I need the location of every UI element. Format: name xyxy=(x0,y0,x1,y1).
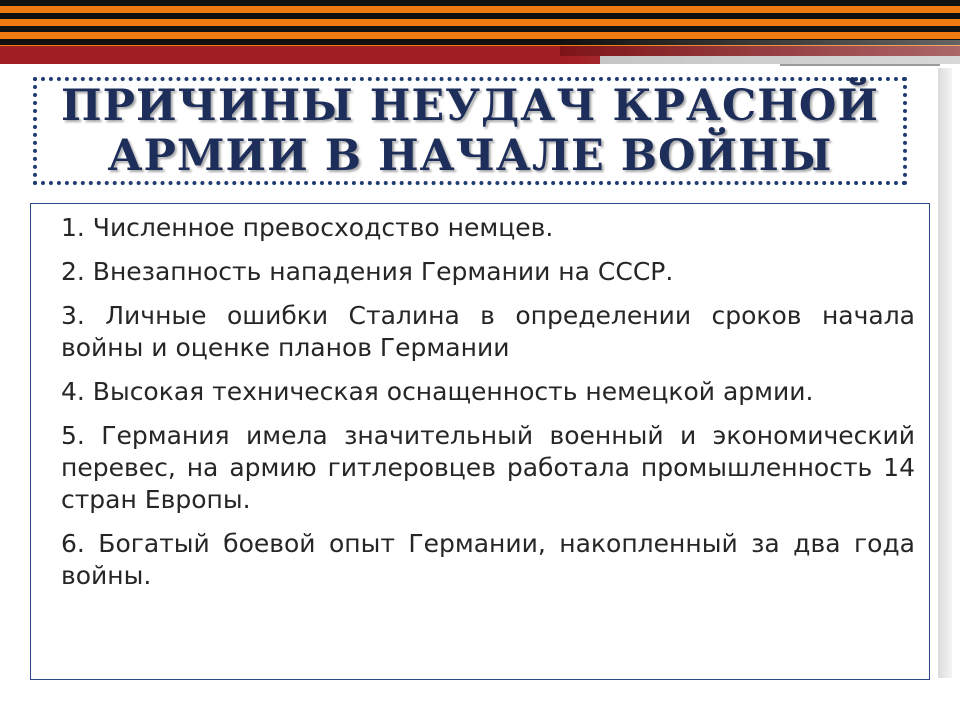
list-item-5: 5. Германия имела значительный военный и экономический перевес, на армию гитлеровцев работала промышленность 14 стран Европы. xyxy=(61,421,915,514)
right-shadow-bar xyxy=(938,68,952,678)
list-item-3: 3. Личные ошибки Сталина в определении сроков начала войны и оценке планов Германии xyxy=(61,301,915,362)
slide-title xyxy=(61,81,879,181)
list-item-4: 4. Высокая техническая оснащенность немецкой армии. xyxy=(61,377,814,406)
list-item-1: 1. Численное превосходство немцев. xyxy=(61,213,554,242)
list-item-6: 6. Богатый боевой опыт Германии, накопленный за два года войны. xyxy=(61,529,915,590)
title-box xyxy=(33,77,907,185)
accent-shadow-line xyxy=(780,64,940,66)
list-item-2: 2. Внезапность нападения Германии на СССР. xyxy=(61,257,674,286)
title-line-1: ПРИЧИНЫ НЕУДАЧ КРАСНОЙ xyxy=(61,81,879,131)
title-line-2: АРМИИ В НАЧАЛЕ ВОЙНЫ xyxy=(107,131,833,181)
content-box xyxy=(30,203,930,680)
